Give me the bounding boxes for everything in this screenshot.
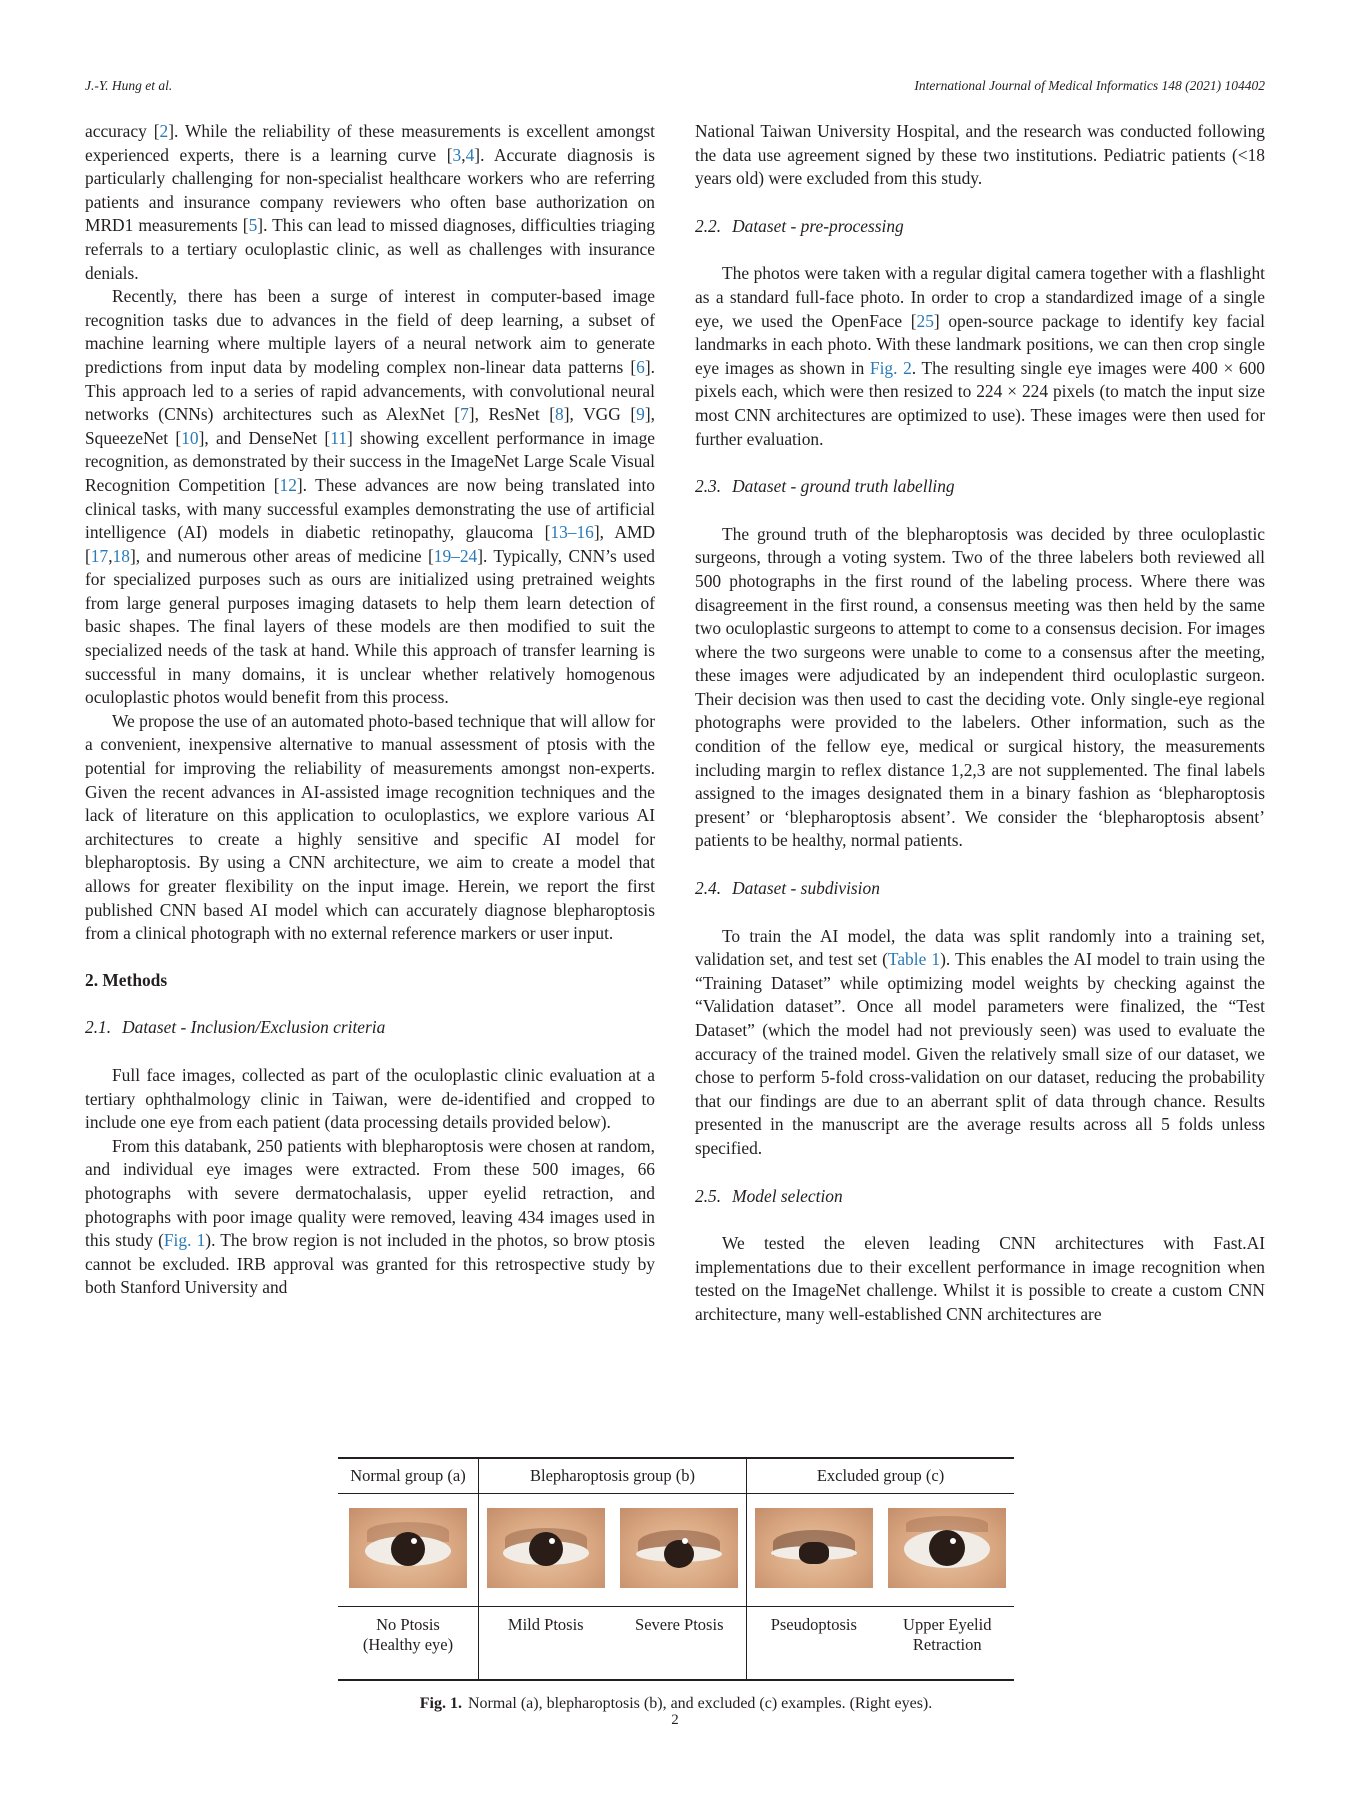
text-run: ]. While the reliability of these measurements is excellent amongst experienced experts, there is a learning curve [ — [85, 121, 655, 165]
photo-caption: Pseudoptosis — [747, 1607, 881, 1681]
paragraph — [85, 710, 655, 946]
paragraph — [695, 120, 1265, 191]
photo-caption: Severe Ptosis — [613, 1607, 747, 1681]
citation-link[interactable]: 25 — [916, 310, 934, 331]
paragraph — [695, 262, 1265, 451]
text-run: ], SqueezeNet [ — [85, 404, 655, 448]
photo-caption: No Ptosis (Healthy eye) — [338, 1607, 479, 1681]
citation-link[interactable]: Table 1 — [887, 949, 941, 970]
paragraph — [695, 1232, 1265, 1326]
group-header-blepharoptosis: Blepharoptosis group (b) — [479, 1458, 747, 1494]
text-run: accuracy [ — [85, 121, 160, 141]
paragraph — [85, 1135, 655, 1300]
subsection-number: 2.3. — [695, 476, 722, 497]
citation-link[interactable]: 10 — [181, 427, 199, 448]
figure-label: Fig. 1. — [419, 1695, 462, 1712]
text-run: ]. Accurate diagnosis is particularly challenging for non-specialist healthcare workers who are referring patients and insurance company reviewers who often base authorization on MRD1 measurements [ — [85, 144, 655, 236]
paragraph — [85, 1064, 655, 1135]
text-run: The photos were taken with a regular digital camera together with a flashlight as a standard full-face photo. In order to crop a standardized image of a single eye, we used the OpenFace [ — [695, 263, 1265, 331]
paragraph — [695, 925, 1265, 1161]
text-run: , — [461, 144, 466, 165]
text-run: Full face images, collected as part of the oculoplastic clinic evaluation at a tertiary ophthalmology clinic in Taiwan, were de-identified and cropped to include one eye from each patient (data processing details provided below). — [85, 1064, 655, 1133]
text-run: From this databank, 250 patients with blepharoptosis were chosen at random, and individual eye images were extracted. From these 500 images, 66 photographs with severe dermatochalasis, upper eyelid retraction, and photographs with poor image quality were removed, leaving 434 images used in this study ( — [85, 1135, 655, 1251]
subsection-heading — [85, 1016, 655, 1040]
group-header-normal: Normal group (a) — [338, 1458, 479, 1494]
citation-link[interactable]: 7 — [460, 404, 469, 425]
photo-cell — [881, 1494, 1014, 1607]
citation-link[interactable]: Fig. 2 — [869, 357, 912, 378]
subsection-title: Dataset - pre-processing — [732, 215, 904, 236]
text-run: ). This enables the AI model to train using the “Training Dataset” while optimizing model weights by checking against the “Validation dataset”. Once all model parameters were finalized, the “Test Dataset” (which the model had not previously seen) was used to evaluate the accuracy of the trained model. Given the relatively small size of our dataset, we chose to perform 5-fold cross-validation on our dataset, reducing the probability that our findings are due to an aberrant split of data through chance. Results presented in the manuscript are the average results across all 5 folds unless specified. — [695, 949, 1265, 1158]
text-run: ). The brow region is not included in the photos, so brow ptosis cannot be excluded. IRB approval was granted for this retrospective study by both Stanford University and — [85, 1230, 655, 1298]
figure-1 — [338, 1457, 1014, 1713]
paragraph — [85, 285, 655, 710]
running-head — [85, 78, 1265, 98]
right-column — [695, 120, 1265, 1327]
text-run: ], and numerous other areas of medicine [ — [129, 545, 434, 566]
text-run: ], ResNet [ — [468, 404, 556, 425]
eye-photo-severe-ptosis — [620, 1508, 738, 1588]
text-run: We tested the eleven leading CNN architectures with Fast.AI implementations due to their excellent performance in image recognition when tested on the ImageNet challenge. Whilst it is possible to create a custom CNN architecture, many well-established CNN architectures are — [695, 1233, 1265, 1324]
figure-caption — [338, 1695, 1014, 1713]
text-run: To train the AI model, the data was split randomly into a training set, validation set, and test set ( — [695, 925, 1265, 970]
subsection-number: 2.5. — [695, 1185, 722, 1206]
subsection-number: 2.4. — [695, 878, 722, 899]
photo-cell — [613, 1494, 747, 1607]
photo-caption: Upper Eyelid Retraction — [881, 1607, 1014, 1681]
eye-photo-mild-ptosis — [487, 1508, 605, 1588]
paragraph — [85, 120, 655, 285]
citation-link[interactable]: Fig. 1 — [163, 1230, 206, 1251]
group-header-excluded: Excluded group (c) — [747, 1458, 1014, 1494]
subsection-heading — [695, 215, 1265, 239]
citation-link[interactable]: 4 — [465, 144, 475, 165]
subsection-heading — [695, 475, 1265, 499]
page-number: 2 — [671, 1712, 679, 1728]
citation-link[interactable]: 2 — [159, 121, 169, 141]
text-run: ] showing excellent performance in image recognition, as demonstrated by their success in the ImageNet Large Scale Visual Recognition Competition [ — [85, 427, 656, 495]
citation-link[interactable]: 3 — [452, 144, 462, 165]
text-run: Recently, there has been a surge of interest in computer-based image recognition tasks due to advances in the field of deep learning, a subset of machine learning where multiple layers of a neural network aim to generate predictions from input data by modeling complex non-linear data patterns [ — [85, 286, 655, 377]
text-run: National Taiwan University Hospital, and the research was conducted following the data use agreement signed by these two institutions. Pediatric patients (<18 years old) were excluded from this study. — [695, 121, 1265, 189]
text-run: ]. This can lead to missed diagnoses, difficulties triaging referrals to a tertiary oculoplastic clinic, as well as challenges with insurance denials. — [85, 215, 655, 283]
subsection-title: Dataset - subdivision — [732, 878, 880, 899]
subsection-title: Dataset - Inclusion/Exclusion criteria — [122, 1017, 386, 1038]
photo-cell — [479, 1494, 613, 1607]
text-run: The ground truth of the blepharoptosis was decided by three oculoplastic surgeons, through a voting system. Two of the three labelers both reviewed all 500 photographs in the first round of the labeling process. Where there was disagreement in the first round, a consensus meeting was then held by the same two oculoplastic surgeons to attempt to come to a consensus decision. For images where the two surgeons were unable to come to a consensus after the meeting, these images were adjudicated by an independent third oculoplastic surgeon. Their decision was then used to cast the deciding vote. Only single-eye regional photographs were provided to the labelers. Other information, such as the condition of the fellow eye, medical or surgical history, the measurements including margin to reflex distance 1,2,3 are not supplemented. The final labels assigned to the images designated them in a binary fashion as ‘blepharoptosis present’ or ‘blepharoptosis absent’. We consider the ‘blepharoptosis absent’ patients to be healthy, normal patients. — [695, 523, 1265, 851]
citation-link[interactable]: 13–16 — [550, 522, 594, 543]
text-run: ]. Typically, CNN’s used for specialized purposes such as ours are initialized using pretrained weights from large general purposes imaging datasets to help them learn detection of basic shapes. The final layers of these models are then modified to suit the specialized needs of the task at hand. While this approach of transfer learning is successful in many domains, it is unclear whether relatively homogenous oculoplastic photos would benefit from this process. — [85, 545, 655, 708]
text-run: , — [108, 545, 113, 566]
text-run: ], and DenseNet [ — [198, 427, 331, 448]
citation-link[interactable]: 11 — [330, 427, 347, 448]
citation-link[interactable]: 18 — [112, 545, 130, 566]
text-run: . The resulting single eye images were 400 × 600 pixels each, which were then resized to 224 × 224 pixels (to match the input size most CNN architectures are optimized to use). These images were then used for further evaluation. — [695, 357, 1266, 449]
subsection-title: Dataset - ground truth labelling — [732, 476, 955, 497]
figure-table — [338, 1457, 1014, 1681]
figure-caption-text: Normal (a), blepharoptosis (b), and excluded (c) examples. (Right eyes). — [467, 1695, 933, 1712]
left-column — [85, 120, 655, 1300]
running-head-journal: International Journal of Medical Informatics 148 (2021) 104402 — [914, 78, 1265, 93]
eye-photo-normal — [349, 1508, 467, 1588]
subsection-number: 2.2. — [695, 215, 722, 236]
citation-link[interactable]: 9 — [636, 404, 645, 425]
text-run: ] open-source package to identify key facial landmarks in each photo. With these landmark positions, we can then crop single eye images as shown in — [695, 310, 1265, 378]
running-head-authors: J.-Y. Hung et al. — [85, 78, 173, 93]
subsection-heading — [695, 877, 1265, 901]
text-run: ]. These advances are now being translated into clinical tasks, with many successful examples demonstrating the use of artificial intelligence (AI) models in diabetic retinopathy, glaucoma [ — [85, 474, 656, 543]
citation-link[interactable]: 19–24 — [433, 545, 478, 566]
subsection-heading — [695, 1185, 1265, 1209]
paragraph — [695, 523, 1265, 853]
photo-cell — [338, 1494, 479, 1607]
text-run: ]. This approach led to a series of rapid advancements, with convolutional neural networks (CNNs) architectures such as AlexNet [ — [85, 356, 655, 425]
citation-link[interactable]: 5 — [248, 215, 258, 236]
text-run: ], AMD [ — [85, 522, 656, 566]
citation-link[interactable]: 17 — [90, 545, 109, 566]
text-run: We propose the use of an automated photo-based technique that will allow for a convenient, inexpensive alternative to manual assessment of ptosis with the potential for improving the reliability of measurements amongst non-experts. Given the recent advances in AI-assisted image recognition techniques and the lack of literature on this application to oculoplastics, we explore various AI architectures to create a highly sensitive and specific AI model for blepharoptosis. By using a CNN architecture, we aim to create a model that allows for greater flexibility on the input image. Herein, we report the first published CNN based AI model which can accurately diagnose blepharoptosis from a clinical photograph with no external reference markers or user input. — [85, 710, 655, 944]
subsection-number: 2.1. — [85, 1017, 112, 1038]
citation-link[interactable]: 8 — [555, 404, 564, 425]
section-heading-methods: 2. Methods — [85, 969, 168, 990]
text-run: ], VGG [ — [563, 404, 637, 425]
photo-cell — [747, 1494, 881, 1607]
citation-link[interactable]: 12 — [279, 474, 297, 495]
citation-link[interactable]: 6 — [636, 356, 645, 377]
photo-caption: Mild Ptosis — [479, 1607, 613, 1681]
subsection-title: Model selection — [732, 1185, 843, 1206]
eye-photo-eyelid-retraction — [888, 1508, 1006, 1588]
eye-photo-pseudoptosis — [755, 1508, 873, 1588]
